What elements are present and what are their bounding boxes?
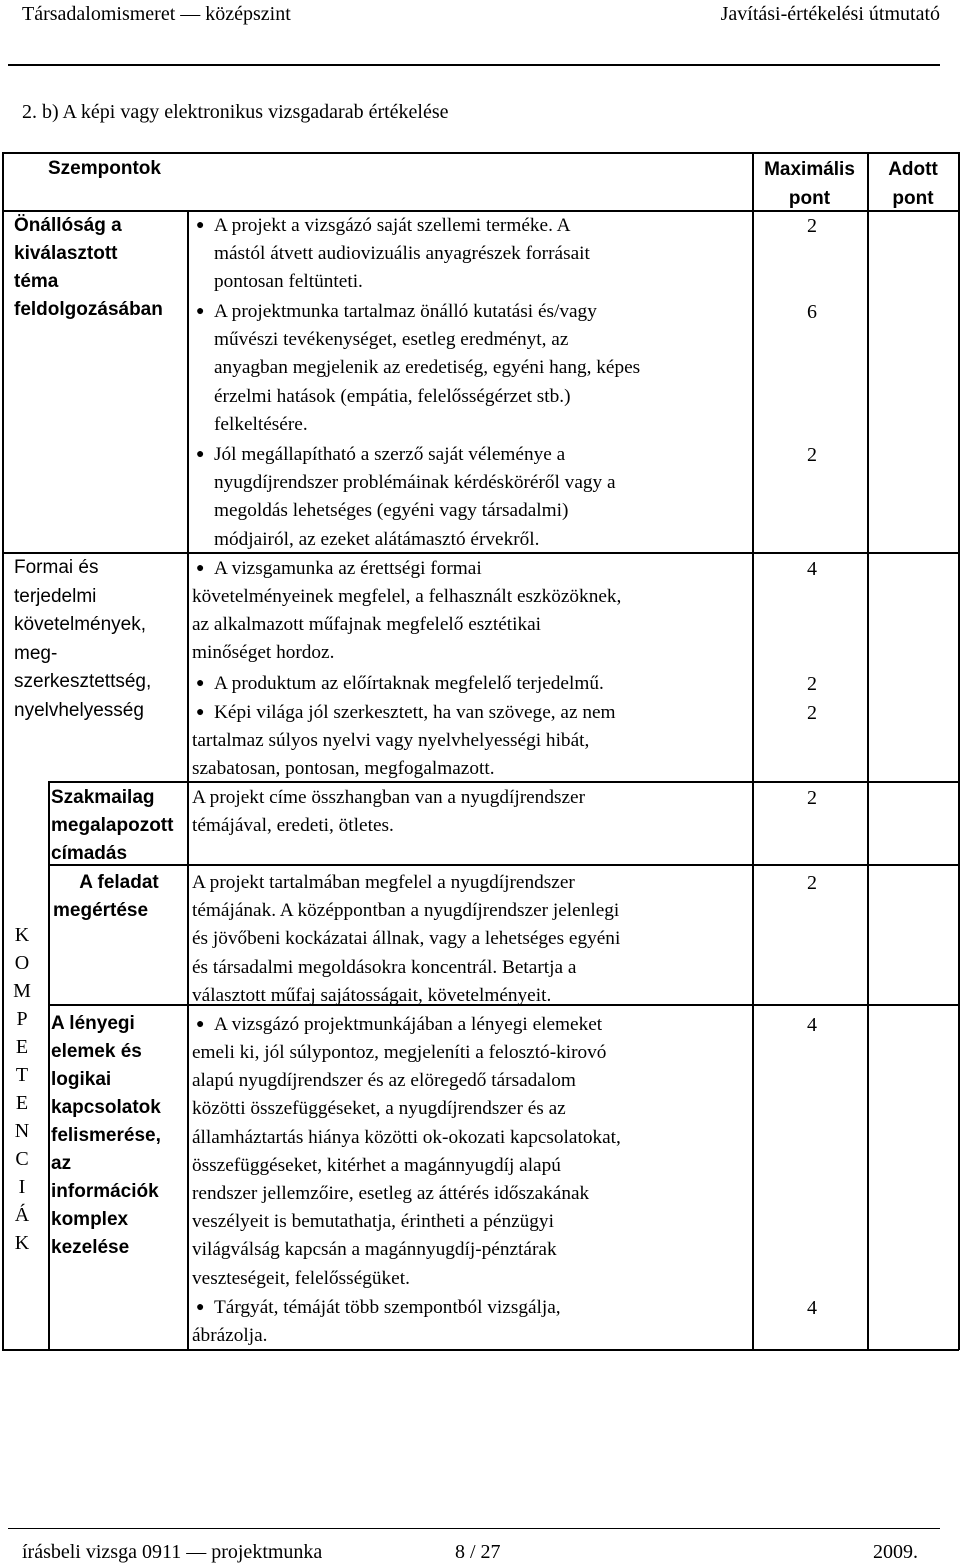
criterion-line: feldolgozásában [14, 299, 163, 320]
text-line: követelményeinek megfelel, a felhasznált eszközöknek, [192, 586, 622, 607]
text-line: A vizsgázó projektmunkájában a lényegi elemeket [214, 1014, 603, 1035]
criterion-line: Formai és [14, 557, 99, 578]
text-line: rendszer jellemzőire, esetleg az áttérés időszakának [192, 1183, 590, 1205]
text-line: A projekt a vizsgázó saját szellemi terméke. A [214, 215, 571, 236]
section-title: 2. b) A képi vagy elektronikus vizsgadarab értékelése [22, 101, 449, 123]
text-line: Tárgyát, témáját több szempontból vizsgálja, [214, 1297, 561, 1318]
text-line: emeli ki, jól súlypontoz, megjeleníti a felosztó-kirovó [192, 1042, 607, 1063]
criterion-line: felismerése, [51, 1125, 161, 1146]
criterion-line: címadás [51, 843, 128, 864]
criterion-line: logikai [51, 1069, 112, 1090]
max-points: 6 [807, 301, 817, 323]
vertical-letter: M [13, 980, 31, 1002]
text-line: tartalmaz súlyos nyelvi vagy nyelvhelyességi hibát, [192, 730, 590, 751]
bullet-icon: ● [196, 1300, 205, 1315]
text-line: mástól átvett audiovizuális anyagrészek forrásait [214, 243, 590, 265]
text-line: megoldás lehetséges (egyéni vagy társadalmi) [214, 500, 569, 522]
header-rule [8, 64, 940, 66]
bullet-icon: ● [196, 676, 205, 691]
max-points: 2 [807, 872, 817, 894]
text-line: alapú nyugdíjrendszer és az elöregedő társadalom [192, 1070, 576, 1092]
list-item-continuation [192, 583, 740, 668]
column-header-max-line1: Maximális [764, 159, 855, 180]
max-points: 4 [807, 558, 817, 580]
criterion-line: meg- [14, 642, 58, 664]
criterion-line: A feladat [79, 872, 159, 893]
text-line: felkeltésére. [214, 413, 308, 435]
vertical-letter: C [15, 1148, 29, 1170]
vertical-letter: T [15, 1064, 29, 1086]
list-item [192, 670, 740, 698]
text-line: világválság kapcsán a magánnyugdíj-pénztárak [192, 1239, 557, 1261]
bullet-icon: ● [196, 218, 205, 233]
text-line: művészi tevékenységet, esetleg eredményt, az [214, 329, 569, 351]
list-item [192, 784, 740, 840]
list-item [192, 699, 740, 727]
text-line: A projektmunka tartalmaz önálló kutatási és/vagy [214, 301, 597, 322]
list-item [192, 1294, 740, 1322]
vertical-letter: O [14, 952, 30, 974]
criterion-line: megalapozott [51, 815, 174, 836]
bullet-icon: ● [196, 561, 205, 576]
vertical-letter: N [14, 1120, 30, 1142]
criterion-line: szerkesztettség, [14, 671, 152, 692]
bullet-icon: ● [196, 304, 205, 319]
text-line: államháztartás hiánya közötti ok-okozati kapcsolatokat, [192, 1126, 621, 1148]
text-line: témájának. A középpontban a nyugdíjrendszer jelenlegi [192, 900, 620, 922]
criterion-line: nyelvhelyesség [14, 699, 144, 721]
vertical-letter: K [14, 1232, 30, 1254]
list-item [192, 212, 740, 297]
list-item-continuation [192, 1039, 740, 1293]
text-line: A projekt címe összhangban van a nyugdíjrendszer [192, 787, 586, 808]
text-line: közötti összefüggéseket, a nyugdíjrendszer és az [192, 1098, 566, 1120]
max-points: 2 [807, 444, 817, 466]
max-points: 4 [807, 1297, 817, 1319]
list-item [192, 555, 740, 583]
text-line: A produktum az előírtaknak megfelelő terjedelmű. [214, 673, 604, 694]
text-line: ábrázolja. [192, 1325, 268, 1346]
text-line: veszteségeit, felelősségüket. [192, 1267, 410, 1289]
list-item [192, 1011, 740, 1039]
text-line: pontosan feltünteti. [214, 271, 363, 293]
text-line: témájával, eredeti, ötletes. [192, 815, 394, 837]
text-line: összefüggéseket, kitérhet a magánnyugdíj alapú [192, 1154, 561, 1176]
criterion-lenyegi-elemek [51, 1010, 161, 1262]
vertical-letter: E [15, 1092, 29, 1114]
criterion-line: az [51, 1153, 72, 1174]
criterion-line: információk [51, 1181, 159, 1202]
criterion-line: kiválasztott [14, 243, 118, 264]
list-item-continuation [192, 727, 740, 783]
text-line: A projekt tartalmában megfelel a nyugdíjrendszer [192, 872, 575, 893]
bullet-icon: ● [196, 447, 205, 462]
max-points: 2 [807, 787, 817, 809]
list-item-continuation [192, 1322, 740, 1350]
criterion-line: megértése [53, 900, 149, 921]
criterion-line: követelmények, [14, 614, 147, 635]
criterion-line: elemek és [51, 1041, 142, 1062]
text-line: nyugdíjrendszer problémáinak kérdésköréről vagy a [214, 472, 616, 494]
list-item [192, 441, 740, 554]
column-header-szempontok: Szempontok [48, 158, 161, 179]
list-item [192, 298, 740, 439]
criterion-line: Önállóság a [14, 215, 122, 236]
text-line: anyagban megjelenik az eredetiség, egyéni hang, képes [214, 357, 641, 379]
criterion-line: komplex [51, 1209, 129, 1230]
criterion-cimadas [51, 784, 173, 868]
vertical-letter: Á [14, 1204, 30, 1226]
footer-rule [8, 1528, 940, 1529]
criterion-line: téma [14, 271, 59, 292]
max-points: 2 [807, 702, 817, 724]
vertical-letter: K [14, 924, 30, 946]
max-points: 2 [807, 673, 817, 695]
text-line: és társadalmi megoldásokra koncentrál. Betartja a [192, 956, 577, 978]
criterion-line: Szakmailag [51, 787, 155, 808]
header-right: Javítási-értékelési útmutató [720, 3, 940, 25]
column-header-max-line2: pont [788, 188, 831, 209]
criterion-formai [14, 554, 151, 725]
criterion-line: terjedelmi [14, 585, 97, 607]
kompetenciak-vertical-label [10, 921, 34, 1257]
criterion-feladat-megertese [51, 869, 187, 925]
criterion-line: kapcsolatok [51, 1097, 161, 1118]
footer-right: 2009. [873, 1541, 918, 1563]
column-header-given-points [867, 155, 959, 213]
footer-left: írásbeli vizsga 0911 — projektmunka [22, 1541, 323, 1563]
criterion-onallosag [14, 212, 163, 324]
text-line: és jövőbeni kockázatai állnak, vagy a lehetséges egyéni [192, 928, 621, 950]
vertical-letter: E [15, 1036, 29, 1058]
vertical-letter: P [16, 1008, 28, 1030]
column-header-given-line1: Adott [888, 159, 938, 180]
criterion-line: kezelése [51, 1237, 130, 1258]
vertical-letter: I [18, 1176, 26, 1198]
text-line: szabatosan, pontosan, megfogalmazott. [192, 758, 495, 780]
list-item [192, 869, 740, 1010]
footer-page-number: 8 / 27 [455, 1541, 501, 1563]
bullet-icon: ● [196, 705, 205, 720]
bullet-icon: ● [196, 1017, 205, 1032]
text-line: választott műfaj sajátosságait, követelményeit. [192, 984, 552, 1006]
max-points: 2 [807, 215, 817, 237]
header-left: Társadalomismeret — középszint [22, 3, 291, 25]
text-line: veszélyeit is bemutathatja, érintheti a pénzügyi [192, 1211, 554, 1233]
text-line: érzelmi hatások (empátia, felelősségérzet stb.) [214, 385, 571, 407]
text-line: minőséget hordoz. [192, 642, 335, 664]
text-line: Képi világa jól szerkesztett, ha van szövege, az nem [214, 702, 616, 723]
text-line: A vizsgamunka az érettségi formai [214, 558, 482, 579]
text-line: módjairól, az ezeket alátámasztó érvekről. [214, 528, 540, 550]
text-line: Jól megállapítható a szerző saját véleménye a [214, 444, 566, 465]
column-header-max-points [752, 155, 867, 213]
column-header-given-line2: pont [892, 188, 934, 209]
criterion-line: A lényegi [51, 1013, 135, 1034]
max-points: 4 [807, 1014, 817, 1036]
text-line: az alkalmazott műfajnak megfelelő esztétikai [192, 614, 542, 636]
